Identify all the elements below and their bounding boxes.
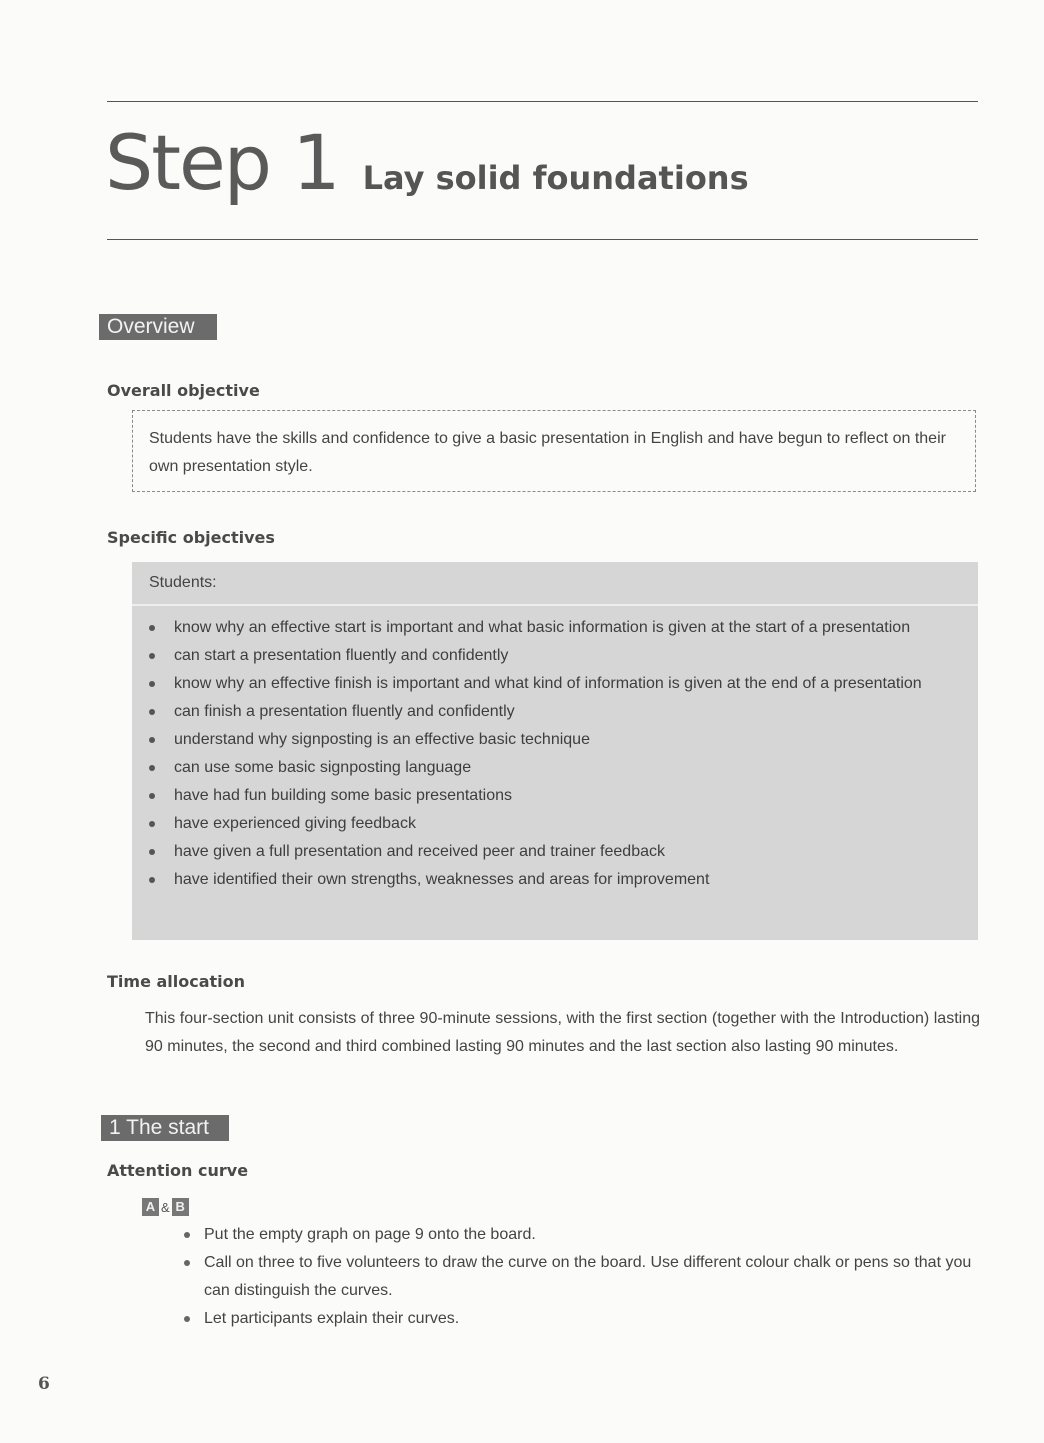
list-item: can use some basic signposting language — [132, 754, 978, 782]
specific-objectives-box — [132, 562, 978, 940]
objectives-list — [132, 614, 978, 894]
section-tag-overview: Overview — [99, 314, 217, 340]
section-tag-the-start: 1 The start — [101, 1115, 229, 1141]
list-item: can finish a presentation fluently and confidently — [132, 698, 978, 726]
specific-objectives-heading: Specific objectives — [107, 528, 275, 547]
list-item: Let participants explain their curves. — [178, 1305, 980, 1333]
step-label: Step 1 — [105, 118, 339, 207]
list-item: Put the empty graph on page 9 onto the board. — [178, 1221, 980, 1249]
bottom-rule — [107, 239, 978, 240]
list-item: know why an effective start is important and what basic information is given at the start of a presentation — [132, 614, 978, 642]
list-item: understand why signposting is an effective basic technique — [132, 726, 978, 754]
list-item: can start a presentation fluently and confidently — [132, 642, 978, 670]
time-allocation-heading: Time allocation — [107, 972, 246, 991]
exercise-badge — [142, 1197, 189, 1217]
students-label: Students: — [149, 574, 217, 591]
step-heading — [105, 118, 749, 218]
time-allocation-text: This four-section unit consists of three 90-minute sessions, with the first section (together with the Introduction) lasting 90 minutes, the second and third combined lasting 90 minutes and the last section also lasting 90 minutes. — [145, 1010, 980, 1055]
overall-objective-text: Students have the skills and confidence to give a basic presentation in English and have begun to reflect on their own presentation style. — [149, 430, 946, 475]
page-number: 6 — [38, 1374, 50, 1394]
attention-curve-heading: Attention curve — [107, 1161, 249, 1180]
list-item: have identified their own strengths, weaknesses and areas for improvement — [132, 866, 978, 894]
list-item: know why an effective finish is important and what kind of information is given at the end of a presentation — [132, 670, 978, 698]
top-rule — [107, 101, 978, 102]
overall-objective-heading: Overall objective — [107, 381, 260, 400]
list-item: have given a full presentation and received peer and trainer feedback — [132, 838, 978, 866]
list-item: Call on three to five volunteers to draw the curve on the board. Use different colour chalk or pens so that you can distinguish the curves. — [178, 1249, 980, 1305]
badge-b: B — [172, 1198, 189, 1216]
badge-a: A — [142, 1198, 159, 1216]
list-item: have had fun building some basic presentations — [132, 782, 978, 810]
divider — [132, 604, 978, 606]
attention-curve-steps — [178, 1221, 980, 1333]
badge-amp: & — [161, 1199, 170, 1215]
overall-objective-box — [132, 410, 976, 492]
list-item: have experienced giving feedback — [132, 810, 978, 838]
step-title: Lay solid foundations — [362, 159, 749, 197]
